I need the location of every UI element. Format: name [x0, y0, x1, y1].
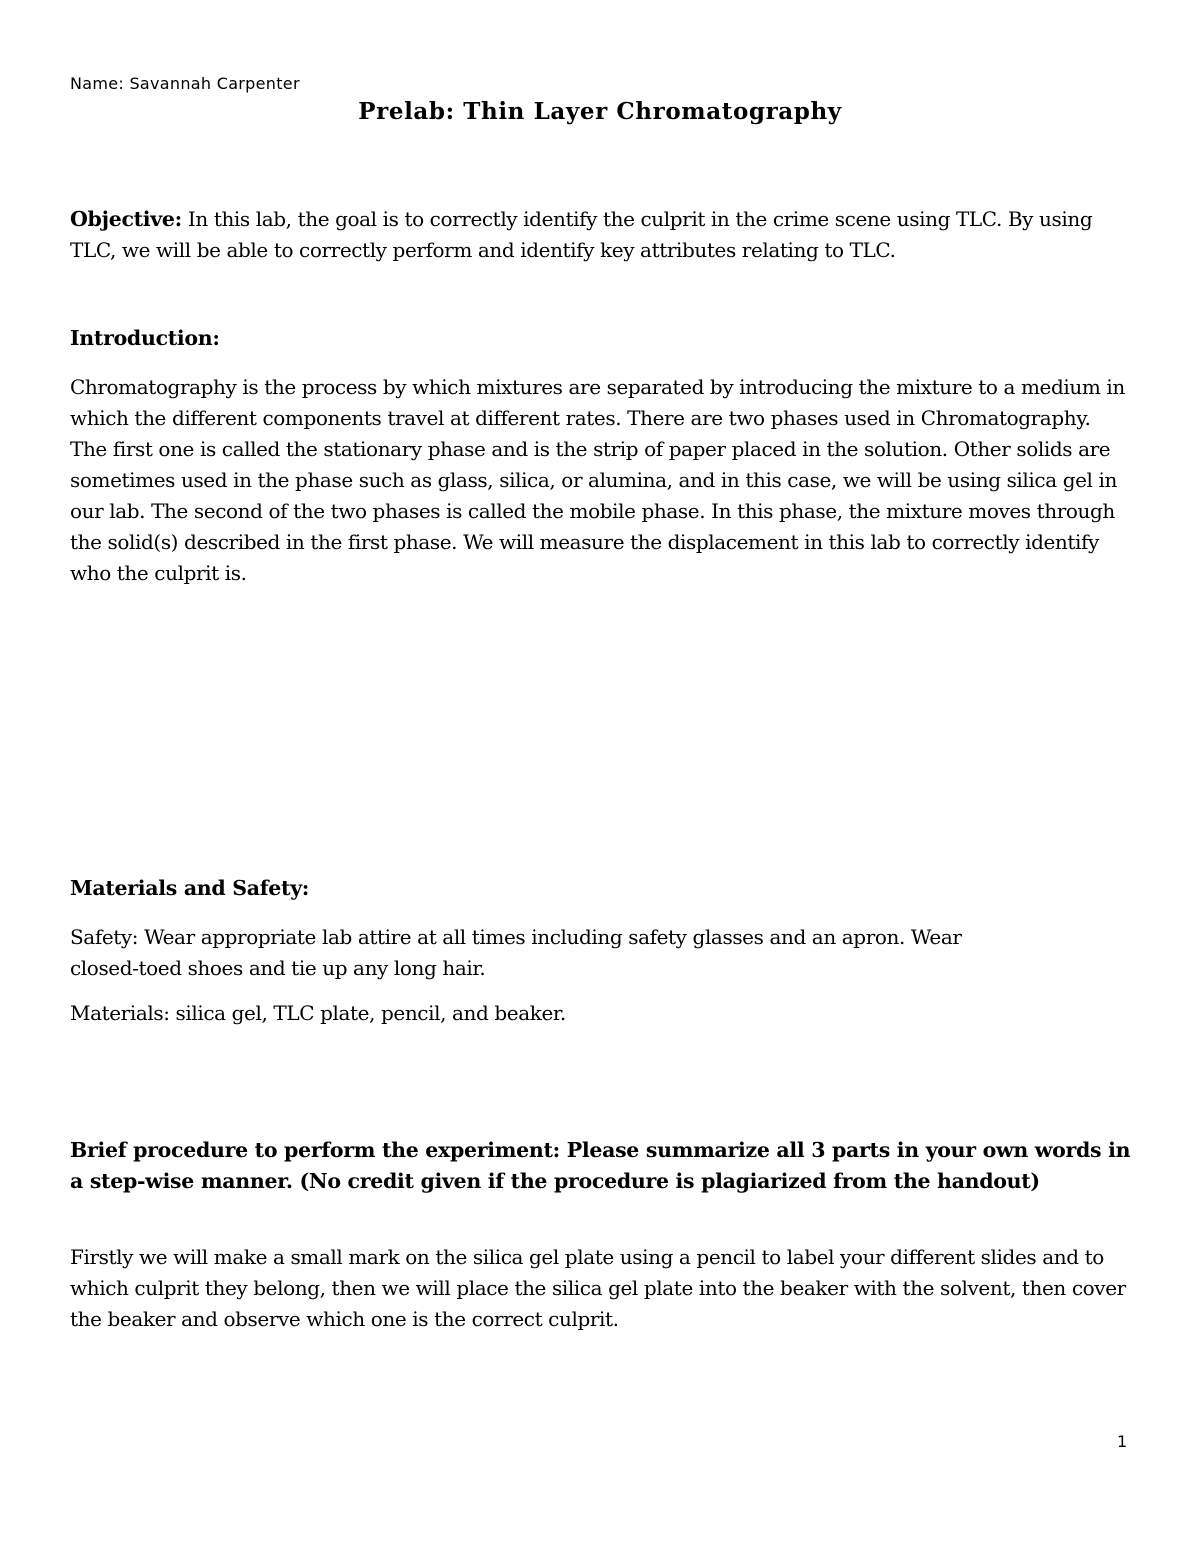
materials-text: Materials: silica gel, TLC plate, pencil, and beaker. [70, 1001, 566, 1025]
procedure-heading: Brief procedure to perform the experiment: Please summarize all 3 parts in your own words in a step-wise manner. (No credit given if the procedure is plagiarized from the handout) [70, 1138, 1131, 1193]
introduction-heading: Introduction: [70, 326, 220, 350]
objective-text: In this lab, the goal is to correctly identify the culprit in the crime scene using TLC. By using TLC, we will be able to correctly perform and identify key attributes relating to TLC. [70, 207, 1093, 262]
page-number: 1 [1117, 1432, 1128, 1451]
student-name: Name: Savannah Carpenter [70, 74, 300, 93]
page-title: Prelab: Thin Layer Chromatography [358, 98, 842, 125]
materials-safety-heading: Materials and Safety: [70, 876, 310, 900]
objective-paragraph [70, 204, 1132, 266]
objective-label: Objective: [70, 207, 182, 231]
procedure-text: Firstly we will make a small mark on the silica gel plate using a pencil to label your different slides and to which culprit they belong, then we will place the silica gel plate into the beaker with the solvent, then cover the beaker and observe which one is the correct culprit. [70, 1245, 1126, 1331]
introduction-text: Chromatography is the process by which mixtures are separated by introducing the mixture to a medium in which the different components travel at different rates. There are two phases used in Chromatography. The first one is called the stationary phase and is the strip of paper placed in the solution. Other solids are sometimes used in the phase such as glass, silica, or alumina, and in this case, we will be using silica gel in our lab. The second of the two phases is called the mobile phase. In this phase, the mixture moves through the solid(s) described in the first phase. We will measure the displacement in this lab to correctly identify who the culprit is. [70, 375, 1125, 585]
safety-text: Safety: Wear appropriate lab attire at all times including safety glasses and an apron. Wear closed-toed shoes and tie up any long hair. [70, 925, 962, 980]
